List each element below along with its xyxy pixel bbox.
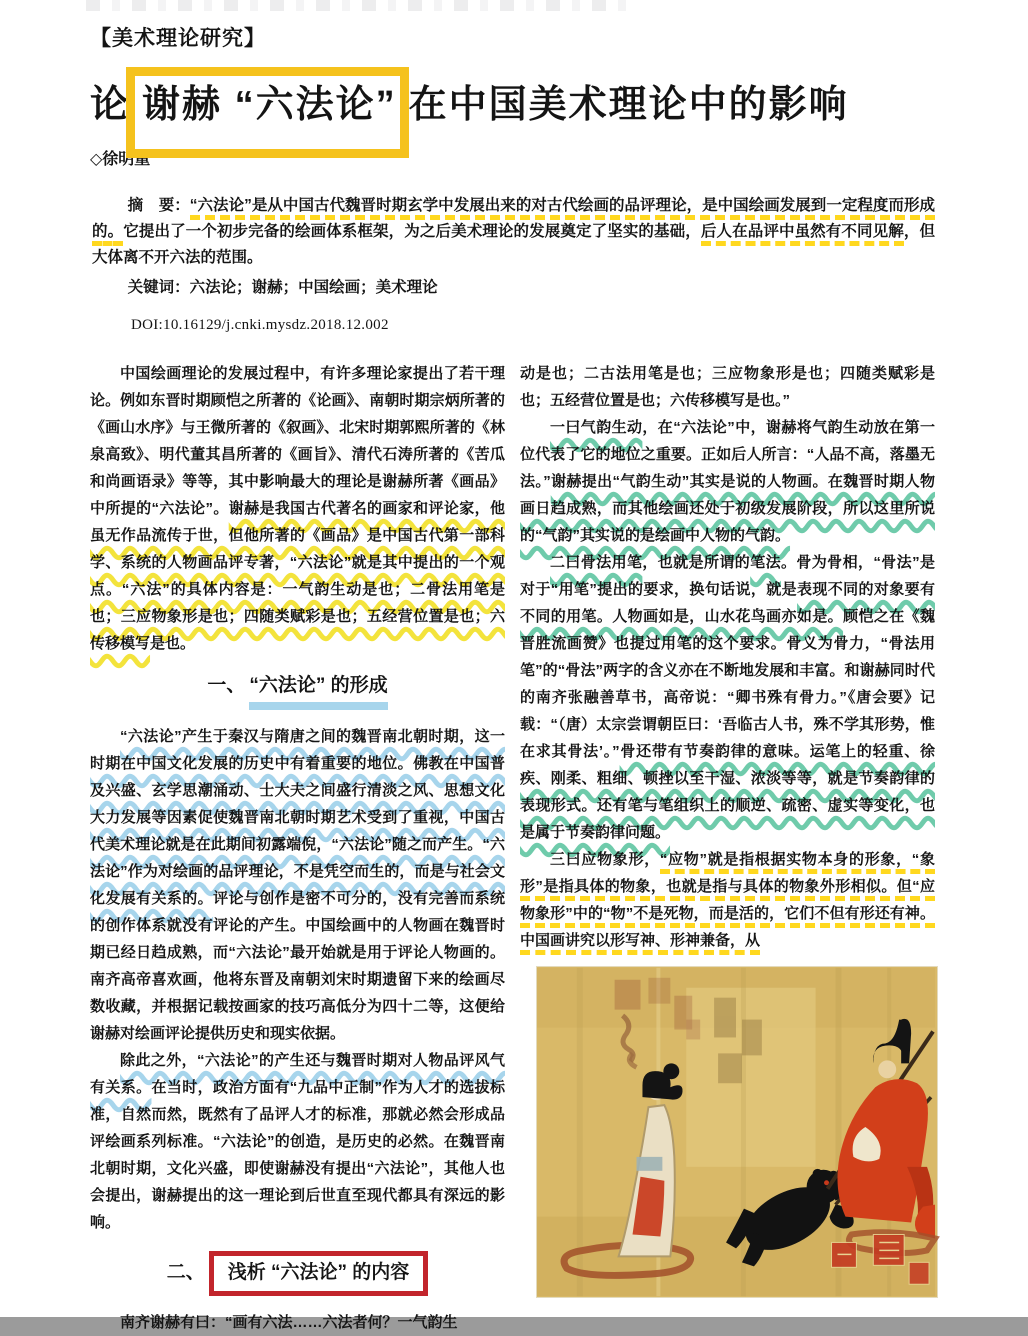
title-boxed-text: 谢赫 “六法论” <box>142 84 397 126</box>
section-number: 二、 <box>166 1261 205 1283</box>
marker-tw-text: 谢赫提出“气韵生动”其实是说的人物画。在魏晋时期人物画日趋成熟，而其他绘画还处于初级发展阶段，所以这里所说的“气韵”其实说的是绘画中人物的气韵。 <box>520 472 935 544</box>
abstract <box>92 193 935 271</box>
text-segment: 三曰应物象形， <box>550 850 660 868</box>
keywords-label: 关键词： <box>127 278 190 296</box>
section-title-red-box: 浅析 “六法论” 的内容 <box>209 1251 429 1296</box>
section-number: 一、 <box>207 674 246 696</box>
text-segment: 中国绘画理论的发展过程中，有许多理论家提出了若干理论。例如东晋时期顾恺之所著的《论画》、南朝时期宗炳所著的《画山水序》与王微所著的《叙画》、北宋时期郭熙所著的《林泉高致》、明代董其昌所著的《画旨》、清代石涛所著的《苦瓜和尚画语录》等等，其中影响最大的理论是谢赫所著《画品》中所提的“六法论”。 <box>90 364 505 517</box>
text-segment: 是也。 <box>150 634 196 652</box>
section-heading <box>90 672 505 710</box>
text-segment: 。骨为骨相，“骨法”是对于“用笔”提出的要求，换句话说，就是 <box>520 553 935 598</box>
marker-tw-text: 笔法 <box>750 553 781 571</box>
paragraph <box>520 414 935 549</box>
text-segment: ，但大体离不开六法的范围。 <box>92 222 935 266</box>
figure-painting <box>536 966 938 1298</box>
title-highlight-box <box>130 82 409 130</box>
section-title-blue-underline: “六法论” 的形成 <box>249 672 387 710</box>
marker-bw-text: 除此之外，“六法论”的产生还与魏晋时期对人物品评风气有关系。 <box>90 1051 505 1096</box>
text-segment: 评论与创作是密不可分的，没有完善而系统的创作体系就没有评论的产生。中国绘画中的人物画在魏晋时期已经日趋成熟，而“六法论”最开始就是用于评论人物画的。南齐高帝喜欢画，他将东晋及南朝刘宋时期遗留下来的绘画尽数收藏，并根据记载按画家的技巧高低分为四十二等，这便给谢赫对绘画评论提供历史和现实依据。 <box>90 889 505 1042</box>
left-column <box>90 360 505 1336</box>
scan-edge-artifacts <box>86 0 626 11</box>
text-segment: 它提出了一个初步完备的绘画体系框架，为之后美术理论的发展奠定了坚实的基础， <box>123 222 701 240</box>
marker-bw-text: “六法论”产生于秦汉与隋唐之间的魏晋南北朝时期，这一时期在中国文化发展的历史中有着重要的地位。佛教在中国普及兴盛、玄学思潮涌动、士大夫之间盛行清淡之风、思想文化大力发展等因素促使魏晋南北朝时期艺术受到了重视，中国古代美术理论就是在此期间初露端倪，“六法论”随之而产生。“六法论”作为对绘画的品评理论，不是凭空而生的，而是与社会文化发展有关系的。 <box>90 727 505 907</box>
paragraph <box>520 549 935 846</box>
marker-yw-text: 谢赫是我国古代著名的画家和评论家，他虽无作品流传于世，但他所著的《画品》是中国古代第一部科学、系统的人物画品评专著，“六法论”就是其中提出的一个观点。“六法”的具体内容是：一气韵生动是也；二骨法用笔是也；三应物象形是也；四随类赋彩是也；五经营位置是也；六传移模写 <box>90 499 505 652</box>
marker-tw-text: 骨还带有节奏韵律的意味。运笔上的轻重、徐疾、刚柔、粗细、顿挫以至干湿、浓淡等等，就是节奏韵律的表现形式。还有笔与笔组织上的顺逆、疏密、虚实等变化，也是属于节奏韵律问题。 <box>520 742 935 841</box>
marker-yd-text: “六法论”是从中国古代魏晋时期玄学中发展出来的对古代绘画的品评理论，是中国绘画发展到一定程度而形成的。 <box>92 197 935 246</box>
paragraph <box>90 723 505 1047</box>
text-segment: ，也就是所谓的 <box>642 553 751 571</box>
doi: DOI:10.16129/j.cnki.mysdz.2018.12.002 <box>131 316 389 333</box>
marker-tw-text: 表现不同的对象要有不同的用笔。人物画如是，山水花鸟画亦如是。 <box>520 580 935 625</box>
marker-tw-text: 一曰气韵生动 <box>550 418 643 436</box>
text-segment: ，在“六法论”中，谢赫将气韵生动放在第一位代表了它的地位之重要。正如后人所言：“人品不高，落墨无法。” <box>520 418 935 490</box>
paragraph <box>520 360 935 414</box>
section-heading <box>90 1251 505 1296</box>
paragraph <box>90 1309 505 1336</box>
right-column-text <box>520 360 935 954</box>
marker-yd-text: 后人在品评中虽然有不同见解 <box>701 223 904 246</box>
paragraph <box>90 360 505 657</box>
text-segment: 顾恺之在《魏晋胜流画赞》也提过用笔的这个要求。骨义为骨力，“骨法用笔”的“骨法”两字的含义亦在不断地发展和丰富。和谢赫同时代的南齐张融善草书，高帝说：“卿书殊有骨力。”《唐会要》记载：“（唐）太宗尝谓朝臣曰：‘吾临古人书，殊不学其形势，惟在求其骨法’。” <box>520 607 935 760</box>
two-column-body <box>90 360 935 1336</box>
title-suffix: 在中国美术理论中的影响 <box>408 84 849 126</box>
right-column <box>520 360 935 1336</box>
page-title <box>90 82 935 130</box>
text-segment: 在当时，政治方面有“九品中正制”作为人才的选拔标准，自然而然，既然有了品评人才的标准，那就必然会形成品评绘画系列标准。“六法论”的创造，是历史的必然。在魏晋南北朝时期，文化兴盛，即使谢赫没有提出“六法论”，其他人也会提出，谢赫提出的这一理论到后世直至现代都具有深远的影响。 <box>90 1078 505 1231</box>
ancient-silk-painting <box>537 967 935 1297</box>
paragraph <box>520 846 935 954</box>
marker-tw-text: 二曰骨法用笔 <box>550 553 643 571</box>
keywords <box>92 275 935 301</box>
category-label: 【美术理论研究】 <box>90 27 266 50</box>
author: ◇徐明重 <box>90 150 151 168</box>
paragraph <box>90 1047 505 1236</box>
text-segment: 南齐谢赫有曰：“画有六法……六法者何？一气韵生 <box>120 1313 458 1331</box>
text-segment: 摘 要： <box>127 196 190 214</box>
title-prefix: 论 <box>90 84 131 126</box>
text-segment: 动是也；二古法用笔是也；三应物象形是也；四随类赋彩是也；五经营位置是也；六传移模写是也。” <box>520 364 935 409</box>
keywords-text: 六法论；谢赫；中国绘画；美术理论 <box>189 278 438 296</box>
marker-yd-text: “应物”就是指根据实物本身的形象，“象形”是指具体的物象，也就是指与具体的物象外形相似。但“应物象形”中的“物”不是死物，而是活的，它们不但有形还有神。中国画讲究以形写神、形神兼备，从 <box>520 851 935 955</box>
